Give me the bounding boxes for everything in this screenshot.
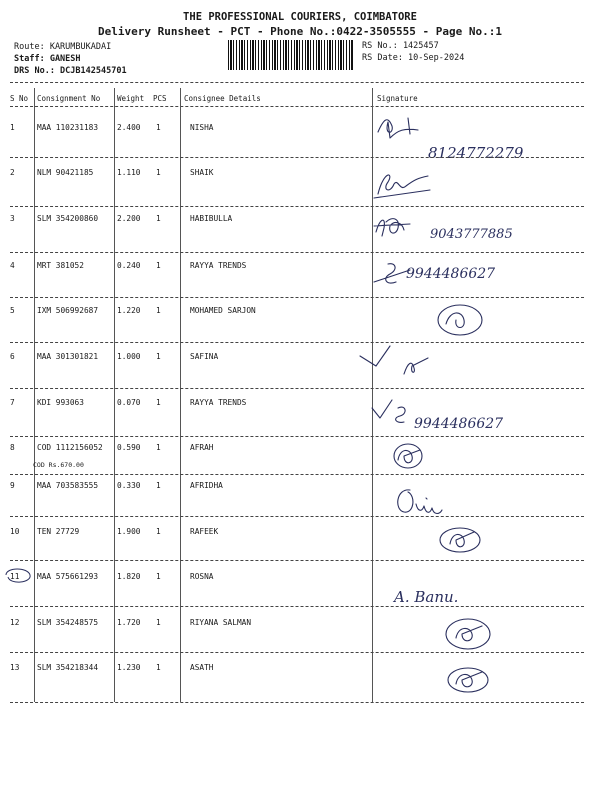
- row-consignment: KDI 993063: [37, 398, 84, 407]
- table-top-border: [10, 82, 584, 83]
- row-consignee: SHAIK: [190, 168, 214, 177]
- row-divider: [10, 652, 584, 653]
- signature-13: [370, 662, 580, 702]
- row-weight: 0.240: [117, 261, 141, 270]
- row-pcs: 1: [156, 398, 161, 407]
- row-consignment: MAA 110231183: [37, 123, 99, 132]
- row-pcs: 1: [156, 168, 161, 177]
- signature-3: [370, 208, 580, 248]
- row-consignee: RAYYA TRENDS: [190, 261, 247, 270]
- runsheet-subtitle: Delivery Runsheet - PCT - Phone No.:0422-3505555 - Page No.:1: [98, 25, 502, 38]
- signature-1: [370, 112, 580, 162]
- signature-10: [370, 522, 580, 562]
- row-sno: 2: [10, 168, 15, 177]
- col-header-sno: S No: [10, 94, 29, 103]
- row-consignee: RAFEEK: [190, 527, 219, 536]
- signature-4: [370, 256, 580, 296]
- row-pcs: 1: [156, 481, 161, 490]
- row-consignment: COD 1112156052: [37, 443, 103, 452]
- signature-12: [370, 614, 580, 654]
- row-pcs: 1: [156, 261, 161, 270]
- signature-7: [370, 396, 580, 436]
- row-consignee: ROSNA: [190, 572, 214, 581]
- row-consignee: HABIBULLA: [190, 214, 233, 223]
- row-consignment: SLM 354248575: [37, 618, 99, 627]
- signature-9: [370, 484, 580, 524]
- row-sno: 9: [10, 481, 15, 490]
- route-label: Route: KARUMBUKADAI: [14, 42, 112, 52]
- row-consignment: MAA 301301821: [37, 352, 99, 361]
- row-consignment: MAA 703583555: [37, 481, 99, 490]
- row-consignment: SLM 354200860: [37, 214, 99, 223]
- row-divider: [10, 516, 584, 517]
- row-consignee: RAYYA TRENDS: [190, 398, 247, 407]
- row-divider: [10, 560, 584, 561]
- row-divider: [10, 436, 584, 437]
- row-consignee: MOHAMED SARJON: [190, 306, 256, 315]
- row-consignment: NLM 90421185: [37, 168, 94, 177]
- col-header-consignment: Consignment No: [37, 94, 101, 103]
- row-weight: 1.900: [117, 527, 141, 536]
- signature-6: [370, 344, 580, 384]
- row-divider: [10, 474, 584, 475]
- signature-text: 9944486627: [406, 266, 496, 282]
- signature-8: [370, 438, 580, 478]
- row-pcs: 1: [156, 214, 161, 223]
- signature-text: A. Banu.: [394, 588, 459, 606]
- row-weight: 1.110: [117, 168, 141, 177]
- row-divider: [10, 252, 584, 253]
- table-bottom-border: [10, 702, 584, 703]
- row-consignee: RIYANA SALMAN: [190, 618, 252, 627]
- signature-2: [370, 164, 580, 204]
- signature-text: 8124772279: [428, 144, 524, 162]
- row-sno: 1: [10, 123, 15, 132]
- company-title: THE PROFESSIONAL COURIERS, COIMBATORE: [183, 11, 417, 23]
- row-weight: 1.220: [117, 306, 141, 315]
- row-sno: 10: [10, 527, 20, 536]
- row-pcs: 1: [156, 663, 161, 672]
- row-divider: [10, 606, 584, 607]
- staff-label: Staff: GANESH: [14, 54, 81, 64]
- row-pcs: 1: [156, 443, 161, 452]
- row-sno: 3: [10, 214, 15, 223]
- rs-date: RS Date: 10-Sep-2024: [362, 53, 465, 63]
- row-pcs: 1: [156, 306, 161, 315]
- row-divider: [10, 157, 584, 158]
- row-pcs: 1: [156, 618, 161, 627]
- signature-text: 9944486627: [414, 416, 504, 432]
- row-consignment: MRT 381052: [37, 261, 84, 270]
- signature-5: [370, 300, 580, 340]
- col-header-consignee: Consignee Details: [184, 94, 261, 103]
- row-sno: 13: [10, 663, 20, 672]
- row-weight: 2.400: [117, 123, 141, 132]
- row-weight: 0.070: [117, 398, 141, 407]
- column-divider: [34, 88, 35, 702]
- row-weight: 2.200: [117, 214, 141, 223]
- row-divider: [10, 342, 584, 343]
- row-weight: 1.230: [117, 663, 141, 672]
- row-sno: 7: [10, 398, 15, 407]
- col-header-pcs: PCS: [153, 94, 167, 103]
- row-consignment: IXM 506992687: [37, 306, 99, 315]
- row-weight: 0.590: [117, 443, 141, 452]
- col-header-weight: Weight: [117, 94, 145, 103]
- row-consignment: TEN 27729: [37, 527, 80, 536]
- row-pcs: 1: [156, 352, 161, 361]
- column-divider: [114, 88, 115, 702]
- signature-text: 9043777885: [430, 227, 513, 242]
- signature-11: [370, 576, 580, 616]
- row-consignee: NISHA: [190, 123, 214, 132]
- row-sno: 5: [10, 306, 15, 315]
- row-pcs: 1: [156, 527, 161, 536]
- row-sno: 11: [10, 572, 20, 581]
- row-consignment: SLM 354218344: [37, 663, 99, 672]
- col-header-signature: Signature: [377, 94, 418, 103]
- row-divider: [10, 206, 584, 207]
- rs-number: RS No.: 1425457: [362, 41, 439, 51]
- barcode-image: [228, 40, 354, 70]
- row-consignee: AFRAH: [190, 443, 214, 452]
- row-weight: 1.000: [117, 352, 141, 361]
- row-weight: 1.720: [117, 618, 141, 627]
- row-consignment: MAA 575661293: [37, 572, 99, 581]
- row-sno: 12: [10, 618, 20, 627]
- row-pcs: 1: [156, 572, 161, 581]
- row-divider: [10, 388, 584, 389]
- row-weight: 1.820: [117, 572, 141, 581]
- row-weight: 0.330: [117, 481, 141, 490]
- row-pcs: 1: [156, 123, 161, 132]
- column-divider: [180, 88, 181, 702]
- row-consignee: ASATH: [190, 663, 214, 672]
- row-sno: 4: [10, 261, 15, 270]
- row-consignee: SAFINA: [190, 352, 219, 361]
- row-sno: 8: [10, 443, 15, 452]
- header-bottom-border: [10, 106, 584, 107]
- cod-amount: COD Rs.670.00: [33, 461, 84, 469]
- row-sno: 6: [10, 352, 15, 361]
- row-consignee: AFRIDHA: [190, 481, 223, 490]
- row-divider: [10, 297, 584, 298]
- drs-number: DRS No.: DCJB142545701: [14, 66, 127, 76]
